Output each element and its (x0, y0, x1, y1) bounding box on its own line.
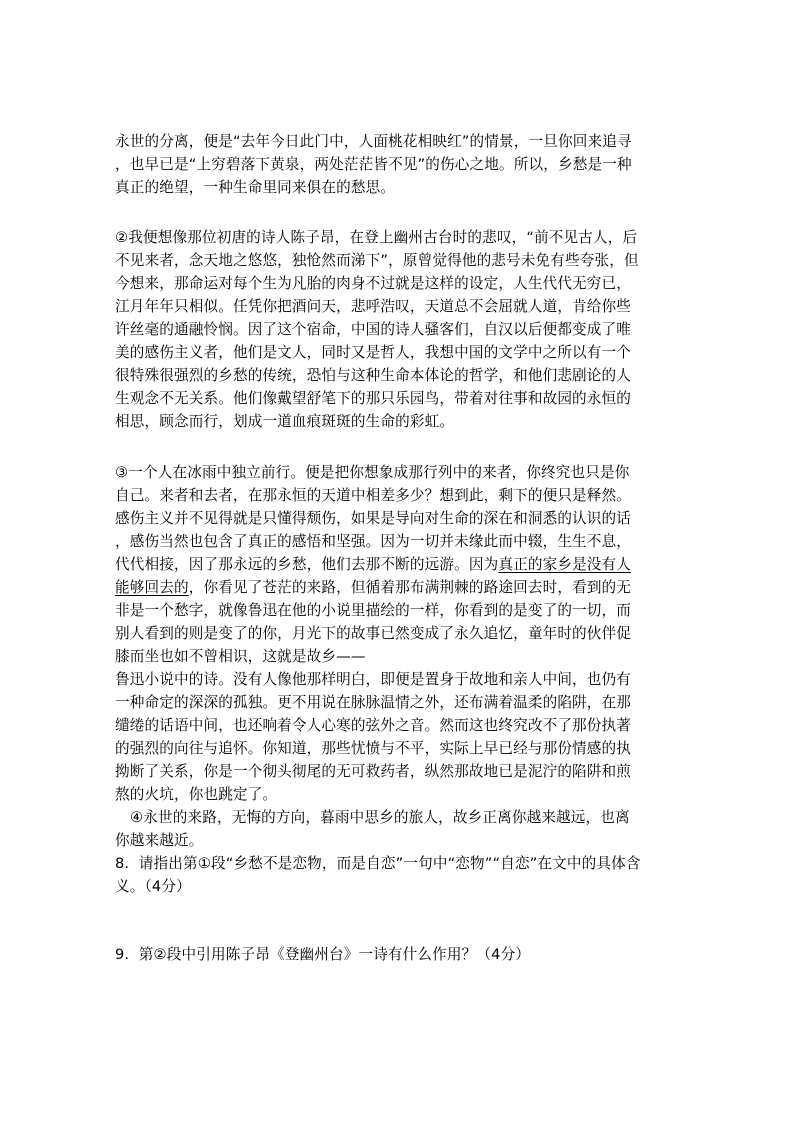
paragraph-4-line-1: ④永世的来路，无悔的方向，暮雨中思乡的旅人，故乡正离你越来越远，也离 (130, 809, 630, 826)
paragraph-2-line-7: 很特殊很强烈的乡愁的传统，恐怕与这种生命本体论的哲学，和他们悲剧论的人 (115, 367, 632, 384)
paragraph-2-line-4: 江月年年只相似。任凭你把酒问天，悲呼浩叹，天道总不会屈就人道，肯给你些 (115, 298, 632, 315)
paragraph-2-line-9: 相思，顾念而行，划成一道血痕斑斑的生命的彩虹。 (115, 413, 455, 430)
plain-text: 代代相接，因了那永远的乡愁，他们去那不断的远游。因为 (115, 556, 499, 573)
paragraph-3-line-1: ③一个人在冰雨中独立前行。便是把你想象成那行列中的来者，你终究也只是你 (115, 464, 630, 481)
paragraph-2-line-1: ②我便想像那位初唐的诗人陈子昂，在登上幽州古台时的悲叹，“前不见古人，后 (115, 229, 638, 246)
paragraph-3-line-10: 鲁迅小说中的诗。没有人像他那样明白，即便是置身于故地和亲人中间，也仍有 (115, 671, 632, 688)
paragraph-3-line-7: 非是一个愁字，就像鲁迅在他的小说里描绘的一样，你看到的是变了的一切，而 (115, 602, 632, 619)
paragraph-1-line-2: ，也早已是“上穷碧落下黄泉，两处茫茫皆不见”的伤心之地。所以，乡愁是一种 (115, 156, 632, 173)
question-9: 9. 第②段中引用陈子昂《登幽州台》一诗有什么作用？（4分） (115, 946, 531, 963)
paragraph-2-line-5: 许丝毫的通融怜悯。因了这个宿命，中国的诗人骚客们，自汉以后便都变成了唯 (115, 321, 632, 338)
paragraph-3-line-14: 拗断了关系，你是一个彻头彻尾的无可救药者，纵然那故地已是泥泞的陷阱和煎 (115, 763, 632, 780)
paragraph-3-line-5 (115, 554, 631, 576)
paragraph-3-line-4: ，感伤当然也包含了真正的感悟和坚强。因为一切并未缘此而中辍，生生不息， (115, 533, 632, 550)
paragraph-3-line-11: 一种命定的深深的孤独。更不用说在脉脉温情之外，还布满着温柔的陷阱，在那 (115, 694, 632, 711)
paragraph-3-line-13: 的强烈的向往与追怀。你知道，那些忧愤与不平，实际上早已经与那份情感的执 (115, 740, 632, 757)
paragraph-3-line-15: 熬的火坑，你也跳定了。 (115, 786, 278, 803)
paragraph-4-line-2: 你越来越近。 (115, 832, 204, 849)
paragraph-3-line-9: 膝而坐也如不曾相识，这就是故乡—— (115, 648, 366, 665)
paragraph-1-line-3: 真正的绝望，一种生命里同来俱在的愁思。 (115, 179, 396, 196)
paragraph-2-line-3: 今想来，那命运对每个生为凡胎的肉身不过就是这样的设定，人生代代无穷已， (115, 275, 632, 292)
paragraph-2-line-2: 不见来者，念天地之悠悠，独怆然而涕下”，原曾觉得他的悲号未免有些夸张，但 (115, 252, 639, 269)
paragraph-2-line-6: 美的感伤主义者，他们是文人，同时又是哲人，我想中国的文学中之所以有一个 (115, 344, 632, 361)
underlined-phrase: 真正的家乡是没有人 (498, 556, 632, 573)
paragraph-3-line-12: 缱绻的话语中间，也还响着令人心寒的弦外之音。然而这也终究改不了那份执著 (115, 717, 632, 734)
plain-text: ，你看见了苍茫的来路，但循着那布满荆棘的路途回去时，看到的无 (188, 579, 632, 596)
question-8-line-2: 义。（4分） (115, 878, 191, 895)
paragraph-3-line-6 (115, 577, 631, 599)
paragraph-3-line-8: 别人看到的则是变了的你，月光下的故事已然变成了永久追忆，童年时的伙伴促 (115, 625, 632, 642)
paragraph-1-line-1: 永世的分离，便是“去年今日此门中，人面桃花相映红”的情景，一旦你回来追寻 (115, 133, 632, 150)
underlined-phrase-continued: 能够回去的 (115, 579, 189, 596)
paragraph-2-line-8: 生观念不无关系。他们像戴望舒笔下的那只乐园鸟，带着对往事和故园的永恒的 (115, 390, 632, 407)
question-8-line-1: 8. 请指出第①段“乡愁不是恋物，而是自恋”一句中“恋物”“自恋”在文中的具体含 (115, 855, 641, 872)
paragraph-3-line-2: 自己。来者和去者，在那永恒的天道中相差多少？想到此，剩下的便只是释然。 (115, 487, 632, 504)
paragraph-3-line-3: 感伤主义并不见得就是只懂得颓伤，如果是导向对生命的深在和洞悉的认识的话 (115, 510, 632, 527)
